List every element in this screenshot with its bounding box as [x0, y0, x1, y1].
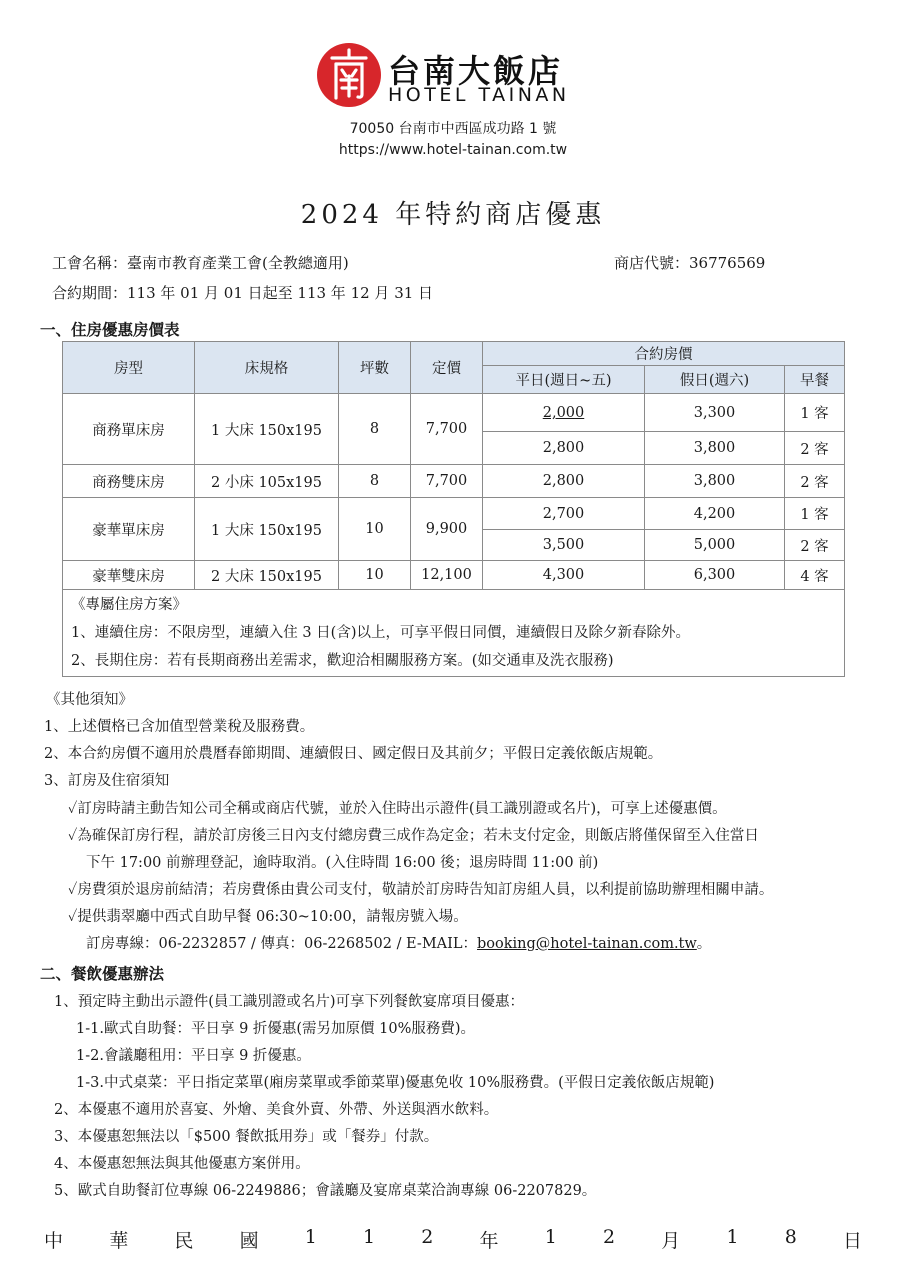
- booking-note: [68, 797, 727, 818]
- holiday-rate-cell: 6,300: [645, 561, 785, 590]
- union-name: 工會名稱：臺南市教育產業工會(全教總適用): [52, 254, 349, 272]
- room-rate-table: [62, 341, 845, 677]
- section-heading-dining: 二、餐飲優惠辦法: [40, 964, 165, 983]
- holiday-rate-cell: 3,800: [645, 465, 785, 498]
- check-icon: ✓: [68, 882, 78, 898]
- date-char: 月: [661, 1230, 681, 1252]
- weekday-rate-cell: 2,700: [483, 498, 645, 530]
- page-title: 2024 年特約商店優惠: [300, 200, 606, 230]
- booking-contact-end: 。: [696, 936, 712, 952]
- dining-subitem: 1-1.歐式自助餐：平日享 9 折優惠(需另加原價 10%服務費)。: [76, 1021, 476, 1037]
- booking-note: [68, 824, 759, 845]
- table-row: [63, 561, 845, 590]
- store-code: 商店代號：36776569: [614, 254, 766, 272]
- other-notes-heading: 《其他須知》: [46, 692, 133, 708]
- table-row: [63, 465, 845, 498]
- dining-item: 4、本優惠恕無法與其他優惠方案併用。: [54, 1156, 310, 1172]
- header-bed: 床規格: [195, 342, 339, 394]
- size-cell: 10: [339, 561, 411, 590]
- header-list-price: 定價: [411, 342, 483, 394]
- booking-note-text: 為確保訂房行程，請於訂房後三日內支付總房費三成作為定金；若未支付定金，則飯店將僅保留至入住當日: [77, 828, 759, 844]
- holiday-rate-cell: 5,000: [645, 530, 785, 561]
- hotel-website: https://www.hotel-tainan.com.tw: [338, 142, 568, 158]
- check-icon: ✓: [68, 909, 78, 925]
- weekday-rate-cell: 4,300: [483, 561, 645, 590]
- table-row: [63, 394, 845, 432]
- header-room-type: 房型: [63, 342, 195, 394]
- other-note-item: 2、本合約房價不適用於農曆春節期間、連續假日、國定假日及其前夕；平假日定義依飯店規範。: [44, 746, 663, 762]
- price-cell: 7,700: [411, 394, 483, 465]
- booking-note-text: 提供翡翠廳中西式自助早餐 06:30~10:00，請報房號入場。: [77, 909, 468, 925]
- size-cell: 8: [339, 465, 411, 498]
- bed-cell: 1 大床 150x195: [195, 394, 339, 465]
- date-char: 日: [842, 1230, 862, 1252]
- header-breakfast: 早餐: [785, 366, 845, 394]
- date-char: 2: [603, 1226, 616, 1248]
- dining-subitem: 1-3.中式桌菜：平日指定菜單(廂房菜單或季節菜單)優惠免收 10%服務費。(平假日定義依飯店規範): [76, 1075, 715, 1091]
- booking-note: [68, 905, 468, 926]
- price-cell: 12,100: [411, 561, 483, 590]
- other-note-item: 3、訂房及住宿須知: [44, 773, 170, 789]
- date-char: 年: [479, 1230, 499, 1252]
- room-type-cell: 豪華雙床房: [63, 561, 195, 590]
- bed-cell: 1 大床 150x195: [195, 498, 339, 561]
- room-type-cell: 豪華單床房: [63, 498, 195, 561]
- breakfast-cell: 2 客: [785, 432, 845, 465]
- header-contract-rate: 合約房價: [483, 342, 845, 366]
- breakfast-cell: 4 客: [785, 561, 845, 590]
- date-char: 1: [544, 1226, 557, 1248]
- date-char: 1: [304, 1226, 317, 1248]
- header-size: 坪數: [339, 342, 411, 394]
- check-icon: ✓: [68, 801, 78, 817]
- section-heading-rooms: 一、住房優惠房價表: [40, 320, 180, 339]
- hotel-address: 70050 台南市中西區成功路 1 號: [349, 121, 557, 137]
- issue-date: [44, 1226, 862, 1253]
- date-char: 1: [363, 1226, 376, 1248]
- dining-item: 5、歐式自助餐訂位專線 06-2249886；會議廳及宴席桌菜洽詢專線 06-2207829。: [54, 1183, 597, 1199]
- weekday-rate-cell: 2,800: [483, 432, 645, 465]
- booking-email-link[interactable]: booking@hotel-tainan.com.tw: [477, 936, 697, 952]
- date-char: 中: [44, 1230, 64, 1252]
- date-char: 民: [174, 1230, 194, 1252]
- room-type-cell: 商務雙床房: [63, 465, 195, 498]
- weekday-rate-cell: 2,800: [483, 465, 645, 498]
- booking-contact: [86, 932, 711, 953]
- holiday-rate-cell: 3,800: [645, 432, 785, 465]
- table-notes-row: [63, 590, 845, 677]
- size-cell: 8: [339, 394, 411, 465]
- breakfast-cell: 1 客: [785, 394, 845, 432]
- weekday-rate-cell: 3,500: [483, 530, 645, 561]
- bed-cell: 2 小床 105x195: [195, 465, 339, 498]
- contract-period: 合約期間：113 年 01 月 01 日起至 113 年 12 月 31 日: [52, 284, 434, 302]
- hotel-tainan-logo-icon: [316, 42, 382, 108]
- booking-note-text: 房費須於退房前結清；若房費係由貴公司支付，敬請於訂房時告知訂房組人員，以利提前協助辦理相關申請。: [77, 882, 774, 898]
- breakfast-cell: 2 客: [785, 465, 845, 498]
- table-row: [63, 498, 845, 530]
- dining-item: 2、本優惠不適用於喜宴、外燴、美食外賣、外帶、外送與酒水飲料。: [54, 1102, 499, 1118]
- special-plan-item: 1、連續住房：不限房型，連續入住 3 日(含)以上，可享平假日同價，連續假日及除夕新春除外。: [71, 625, 690, 641]
- dining-item: 3、本優惠恕無法以「$500 餐飲抵用券」或「餐券」付款。: [54, 1129, 439, 1145]
- date-char: 8: [784, 1226, 797, 1248]
- date-char: 華: [109, 1230, 129, 1252]
- date-char: 2: [421, 1226, 434, 1248]
- hotel-name-en: HOTEL TAINAN: [388, 84, 570, 106]
- weekday-rate-cell: [483, 394, 645, 432]
- booking-note-continuation: 下午 17:00 前辦理登記，逾時取消。(入住時間 16:00 後；退房時間 11:00 前): [86, 855, 599, 871]
- price-cell: 7,700: [411, 465, 483, 498]
- booking-contact-text: 訂房專線：06-2232857 / 傳真：06-2268502 / E-MAIL：: [86, 936, 477, 952]
- breakfast-cell: 2 客: [785, 530, 845, 561]
- check-icon: ✓: [68, 828, 78, 844]
- room-type-cell: 商務單床房: [63, 394, 195, 465]
- price-cell: 9,900: [411, 498, 483, 561]
- holiday-rate-cell: 4,200: [645, 498, 785, 530]
- size-cell: 10: [339, 498, 411, 561]
- dining-subitem: 1-2.會議廳租用：平日享 9 折優惠。: [76, 1048, 311, 1064]
- bed-cell: 2 大床 150x195: [195, 561, 339, 590]
- hotel-name-cn: 台南大飯店: [388, 52, 564, 90]
- header-holiday: 假日(週六): [645, 366, 785, 394]
- date-char: 1: [726, 1226, 739, 1248]
- booking-note: [68, 878, 773, 899]
- special-plan-notes: [63, 590, 845, 677]
- weekday-rate-value: 2,000: [542, 404, 585, 421]
- holiday-rate-cell: 3,300: [645, 394, 785, 432]
- other-note-item: 1、上述價格已含加值型營業稅及服務費。: [44, 719, 315, 735]
- breakfast-cell: 1 客: [785, 498, 845, 530]
- header-weekday: 平日(週日~五): [483, 366, 645, 394]
- special-plan-item: 2、長期住房：若有長期商務出差需求，歡迎洽相關服務方案。(如交通車及洗衣服務): [71, 653, 614, 669]
- booking-note-text: 訂房時請主動告知公司全稱或商店代號，並於入住時出示證件(員工識別證或名片)，可享上述優惠價。: [77, 801, 727, 817]
- special-plan-heading: 《專屬住房方案》: [71, 597, 187, 613]
- dining-item: 1、預定時主動出示證件(員工識別證或名片)可享下列餐飲宴席項目優惠：: [54, 994, 525, 1010]
- date-char: 國: [239, 1230, 259, 1252]
